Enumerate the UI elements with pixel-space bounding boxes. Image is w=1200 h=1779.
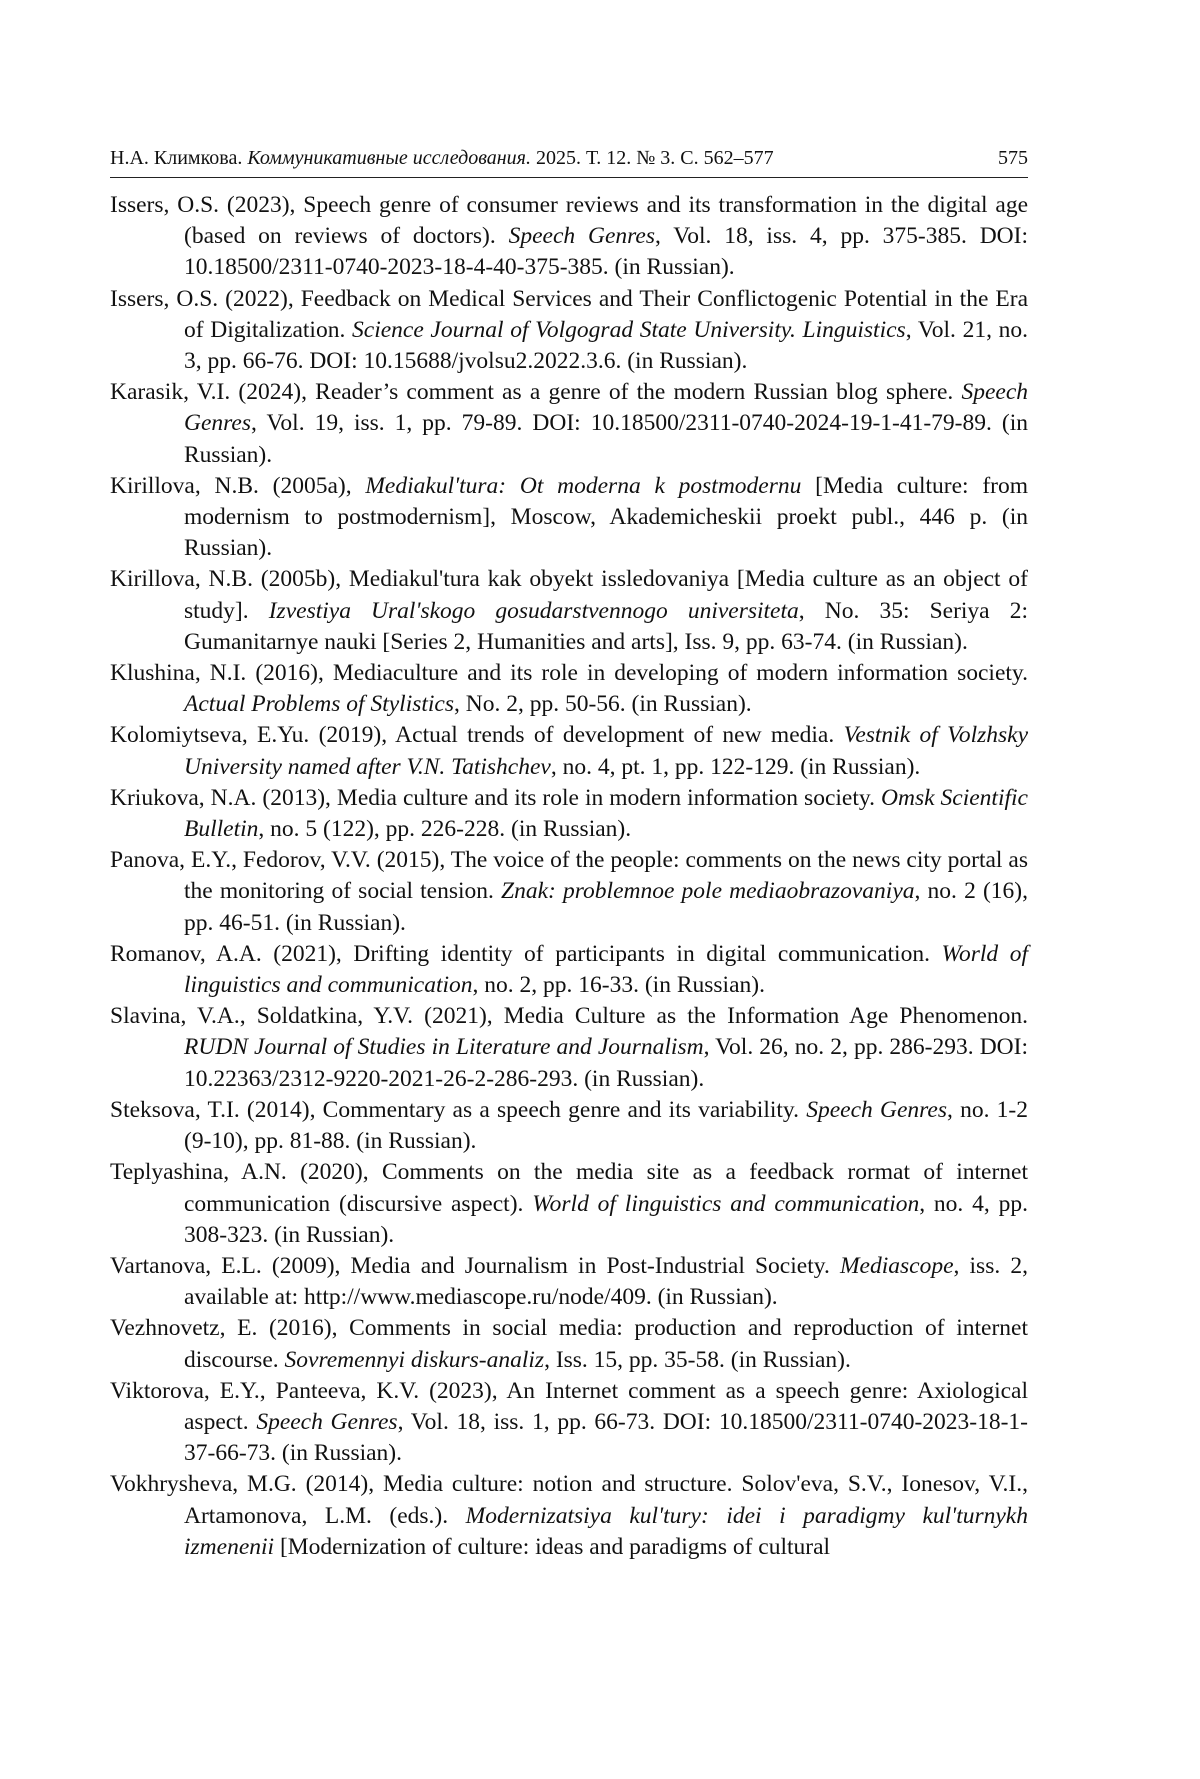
reference-text: Vokhrysheva, M.G. (2014), Media culture: notion and structure. Solov'eva, S.V., Ionesov, V.I., Artamonova, L.M. (eds.). (110, 1471, 1028, 1529)
reference-text: Issers, O.S. (2022), Feedback on Medical Services and Their Conflictogenic Potential in the Era of Digitalization. (110, 285, 1028, 343)
reference-source: Speech Genres (508, 223, 655, 250)
reference-details: , no. 2 (16), pp. 46-51. (in Russian). (184, 878, 1029, 936)
reference-vokhrysheva-2014 (110, 1469, 1028, 1563)
reference-details: , Vol. 19, iss. 1, pp. 79-89. DOI: 10.18500/2311-0740-2024-19-1-41-79-89. (in Russian). (184, 410, 1028, 468)
reference-source: Actual Problems of Stylistics (184, 691, 454, 718)
reference-text: Steksova, T.I. (2014), Commentary as a speech genre and its variability. (110, 1096, 807, 1123)
reference-source: Znak: problemnoe pole mediaobrazovaniya (501, 878, 915, 905)
reference-panova-2015 (110, 845, 1028, 939)
reference-list (110, 190, 1028, 1563)
reference-text: Vezhnovetz, E. (2016), Comments in social media: production and reproduction of internet discourse. (110, 1315, 1028, 1373)
reference-issers-2023 (110, 190, 1028, 284)
reference-text: Kirillova, N.B. (2005a), (110, 472, 366, 499)
reference-text: Vartanova, E.L. (2009), Media and Journalism in Post-Industrial Society. (110, 1252, 840, 1279)
reference-text: Kolomiytseva, E.Yu. (2019), Actual trends of development of new media. (110, 722, 844, 749)
reference-source: RUDN Journal of Studies in Literature and Journalism (184, 1034, 704, 1061)
header-authors: Н.А. Климкова. (110, 147, 243, 169)
reference-text: Romanov, A.A. (2021), Drifting identity of participants in digital communication. (110, 940, 942, 967)
reference-vartanova-2009 (110, 1251, 1028, 1313)
reference-text: Teplyashina, A.N. (2020), Comments on the media site as a feedback rormat of internet communication (discursive aspect). (110, 1159, 1028, 1217)
reference-viktorova-2023 (110, 1376, 1028, 1470)
reference-source: Modernizatsiya kul'tury: idei i paradigmy kul'turnykh izmenenii (184, 1502, 1028, 1560)
reference-kriukova-2013 (110, 783, 1028, 845)
reference-details: , Vol. 26, no. 2, pp. 286-293. DOI: 10.22363/2312-9220-2021-26-2-286-293. (in Russian). (184, 1034, 1028, 1092)
reference-slavina-2021 (110, 1001, 1028, 1095)
journal-page (110, 0, 1028, 1779)
header-issue: 2025. Т. 12. № 3. С. 562–577 (535, 147, 774, 169)
reference-details: , Vol. 21, no. 3, pp. 66-76. DOI: 10.15688/jvolsu2.2022.3.6. (in Russian). (184, 316, 1029, 375)
reference-details: , no. 5 (122), pp. 226-228. (in Russian). (258, 816, 632, 843)
reference-source: Omsk Scientific Bulletin (184, 784, 1028, 843)
reference-source: Mediascope (839, 1252, 954, 1279)
header-journal: Коммуникативные исследования. (247, 147, 531, 169)
reference-source: Izvestiya Ural'skogo gosudarstvennogo universiteta (268, 597, 799, 624)
reference-source: Science Journal of Volgograd State University. Linguistics (352, 316, 906, 343)
running-head (110, 143, 1028, 178)
reference-details: , No. 35: Seriya 2: Gumanitarnye nauki [Series 2, Humanities and arts], Iss. 9, pp. 63-74. (in Russian). (184, 597, 1028, 655)
running-head-citation (110, 143, 774, 173)
reference-text: Viktorova, E.Y., Panteeva, K.V. (2023), An Internet comment as a speech genre: Axiological aspect. (110, 1377, 1028, 1435)
reference-source: Mediakul'tura: Ot moderna k postmodernu (365, 472, 802, 499)
reference-klushina-2016 (110, 658, 1028, 720)
reference-kirillova-2005b (110, 564, 1028, 658)
reference-text: Issers, O.S. (2023), Speech genre of consumer reviews and its transformation in the digital age (based on reviews of doctors). (110, 192, 1028, 250)
page-number: 575 (998, 147, 1028, 169)
reference-source: Speech Genres (256, 1408, 398, 1435)
reference-text: Klushina, N.I. (2016), Mediaculture and its role in developing of modern information society. (110, 660, 1028, 687)
reference-kirillova-2005a (110, 471, 1028, 565)
reference-source: Speech Genres (806, 1096, 947, 1123)
reference-details: , Iss. 15, pp. 35-58. (in Russian). (544, 1346, 851, 1373)
reference-romanov-2021 (110, 939, 1028, 1001)
reference-details: , Vol. 18, iss. 1, pp. 66-73. DOI: 10.18500/2311-0740-2023-18-1-37-66-73. (in Russian). (184, 1408, 1028, 1467)
reference-source: World of linguistics and communication (184, 940, 1028, 999)
reference-details: [Media culture: from modernism to postmodernism], Moscow, Akademicheskii proekt publ., 446 p. (in Russian). (184, 472, 1028, 562)
reference-kolomiytseva-2019 (110, 720, 1028, 782)
reference-details: , no. 4, pt. 1, pp. 122-129. (in Russian). (550, 753, 921, 780)
reference-details: , no. 1-2 (9-10), pp. 81-88. (in Russian). (184, 1096, 1028, 1155)
reference-text: Panova, E.Y., Fedorov, V.V. (2015), The voice of the people: comments on the news city portal as the monitoring of social tension. (110, 847, 1028, 905)
reference-steksova-2014 (110, 1095, 1028, 1157)
reference-details: , No. 2, pp. 50-56. (in Russian). (454, 691, 752, 718)
reference-text: Kriukova, N.A. (2013), Media culture and its role in modern information society. (110, 784, 881, 811)
reference-issers-2022 (110, 284, 1028, 378)
reference-details: [Modernization of culture: ideas and paradigms of cultural (274, 1533, 831, 1560)
reference-text: Kirillova, N.B. (2005b), Mediakul'tura kak obyekt issledovaniya [Media culture as an object of study]. (110, 566, 1028, 624)
reference-source: Sovremennyi diskurs-analiz (284, 1346, 545, 1373)
reference-vezhnovetz-2016 (110, 1313, 1028, 1375)
reference-source: World of linguistics and communication (532, 1190, 920, 1217)
reference-karasik-2024 (110, 377, 1028, 471)
reference-source: Vestnik of Volzhsky University named after V.N. Tatishchev (184, 722, 1029, 780)
reference-source: Speech Genres (184, 379, 1028, 437)
reference-details: , Vol. 18, iss. 4, pp. 375-385. DOI: 10.18500/2311-0740-2023-18-4-40-375-385. (in Russian). (184, 223, 1028, 281)
reference-text: Slavina, V.A., Soldatkina, Y.V. (2021), Media Culture as the Information Age Phenomenon. (110, 1003, 1028, 1030)
reference-text: Karasik, V.I. (2024), Reader’s comment as a genre of the modern Russian blog sphere. (110, 379, 962, 406)
reference-details: , no. 2, pp. 16-33. (in Russian). (472, 972, 765, 999)
reference-details: , no. 4, pp. 308-323. (in Russian). (184, 1190, 1028, 1248)
reference-details: , iss. 2, available at: http://www.mediascope.ru/node/409. (in Russian). (184, 1252, 1028, 1311)
reference-teplyashina-2020 (110, 1157, 1028, 1251)
